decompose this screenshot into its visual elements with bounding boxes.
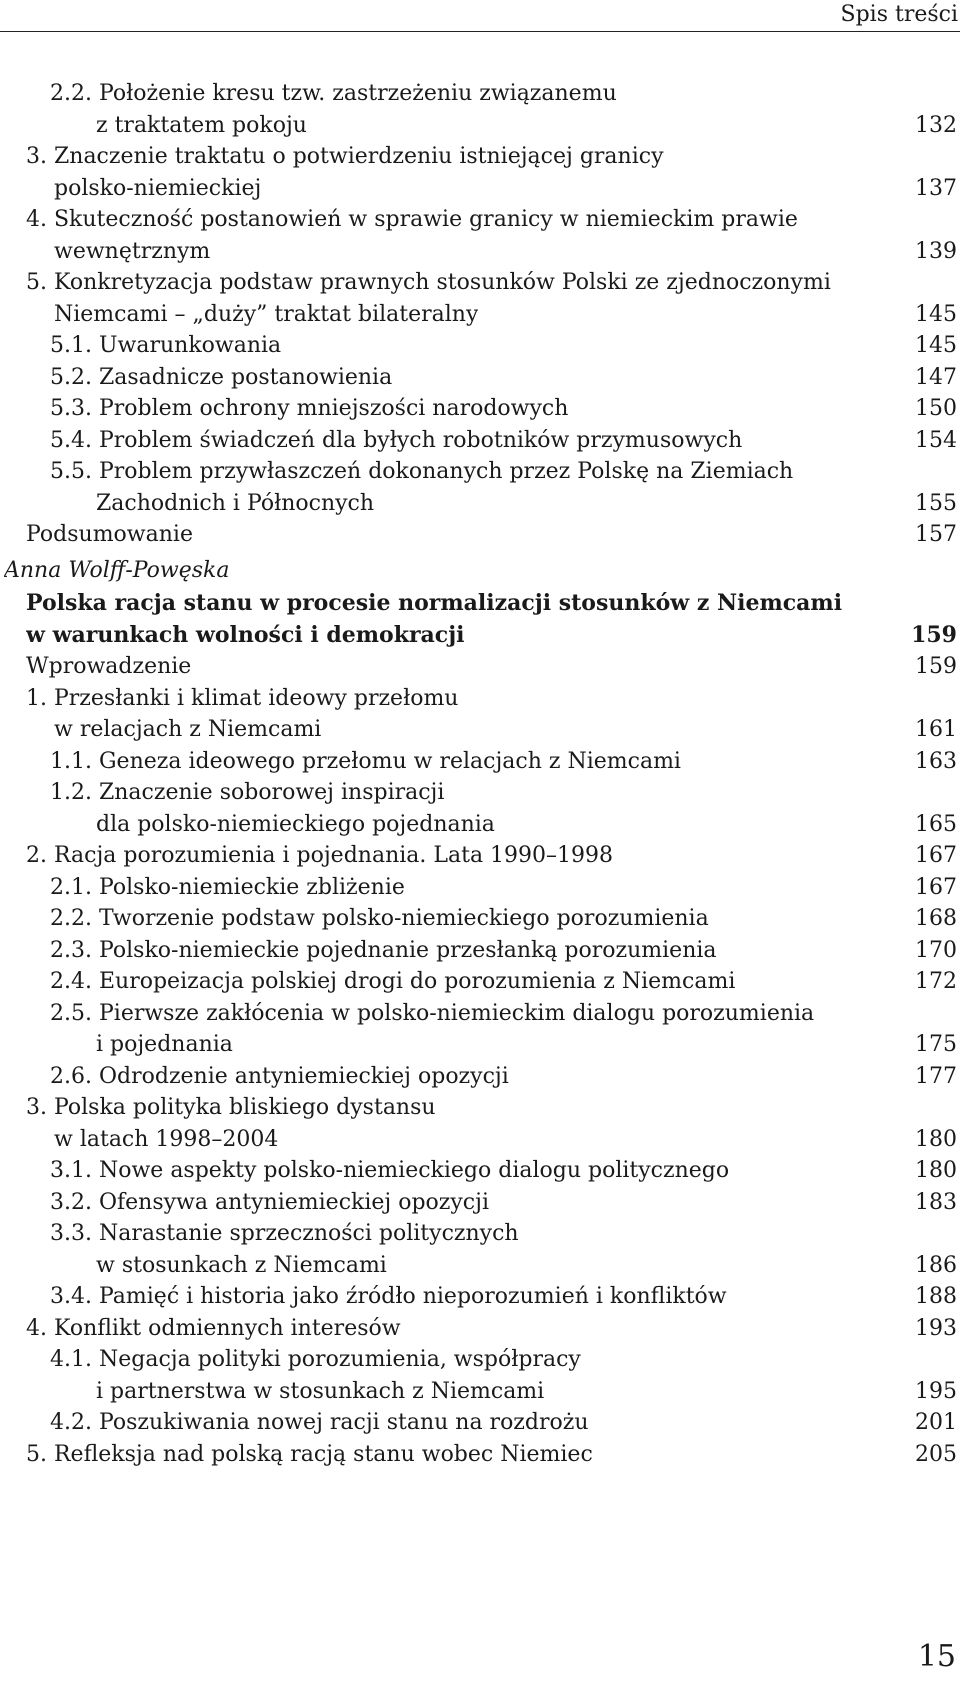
toc-page-number: 145 <box>915 301 957 327</box>
toc-entry-title: 5. Refleksja nad polską racją stanu wobec Niemiec <box>26 1441 593 1467</box>
toc-entry-title: 5.4. Problem świadczeń dla byłych robotników przymusowych <box>50 427 743 453</box>
toc-page-number: 175 <box>915 1032 957 1057</box>
toc-entry-line <box>0 1250 960 1282</box>
toc-page-number: 193 <box>915 1315 957 1341</box>
toc-entry-title: 3.1. Nowe aspekty polsko-niemieckiego dialogu politycznego <box>50 1158 730 1183</box>
toc-entry-title: i partnerstwa w stosunkach z Niemcami <box>96 1378 545 1404</box>
toc-page-number: 161 <box>915 717 957 742</box>
toc-entry-line <box>0 1407 960 1439</box>
toc-entry-line <box>0 840 960 872</box>
toc-entry-title: 3.3. Narastanie sprzeczności politycznych <box>50 1221 519 1246</box>
toc-entry-title: dla polsko-niemieckiego pojednania <box>96 811 495 837</box>
toc-entry-line <box>0 746 960 778</box>
toc-page-number: 167 <box>915 843 957 868</box>
toc-entry-title: polsko-niemieckiej <box>54 175 262 201</box>
toc-entry <box>0 1313 960 1345</box>
toc-entry-title: 2.6. Odrodzenie antyniemieckiej opozycji <box>50 1063 509 1089</box>
toc-entry <box>0 1092 960 1155</box>
toc-entry <box>0 935 960 967</box>
toc-entry <box>0 1155 960 1187</box>
toc-entry-line <box>0 809 960 841</box>
toc-entry <box>0 903 960 935</box>
toc-entry-line <box>0 1029 960 1061</box>
toc-entry <box>0 425 960 457</box>
toc-entry-line <box>0 1155 960 1187</box>
toc-entry <box>0 267 960 330</box>
toc-entry <box>0 330 960 362</box>
toc-entry-title: 2.2. Tworzenie podstaw polsko-niemieckiego porozumienia <box>50 906 709 931</box>
toc-entry-line <box>0 966 960 998</box>
toc-page-number: 139 <box>915 238 957 264</box>
toc-entry-line <box>0 903 960 935</box>
toc-entry-line <box>0 1281 960 1313</box>
toc-entry-title: i pojednania <box>96 1032 233 1057</box>
toc-entry-line <box>0 1124 960 1156</box>
toc-entry-line <box>0 141 960 173</box>
toc-entry-title: 5. Konkretyzacja podstaw prawnych stosunków Polski ze zjednoczonymi <box>26 270 831 295</box>
toc-entry-line <box>0 456 960 488</box>
toc-page-number: 172 <box>915 969 957 994</box>
toc-entry-line <box>0 683 960 715</box>
toc-entry-line <box>0 393 960 425</box>
toc-entry <box>0 1061 960 1093</box>
toc-entry-line <box>0 555 960 587</box>
toc-entry <box>0 588 960 651</box>
toc-entry-line <box>0 425 960 457</box>
toc-entry-line <box>0 620 960 652</box>
toc-entry-title: 2.1. Polsko-niemieckie zbliżenie <box>50 874 405 900</box>
toc-page-number: 195 <box>915 1378 957 1404</box>
toc-entry-title: z traktatem pokoju <box>96 112 307 138</box>
toc-entry <box>0 393 960 425</box>
toc-entry-title: 2. Racja porozumienia i pojednania. Lata 1990–1998 <box>26 843 614 868</box>
toc-entry <box>0 683 960 746</box>
toc-entry <box>0 362 960 394</box>
toc-entry-line <box>0 935 960 967</box>
toc-page-number: 183 <box>915 1189 957 1215</box>
toc-entry-title: 4. Skuteczność postanowień w sprawie granicy w niemieckim prawie <box>26 207 798 232</box>
toc-page-number: 188 <box>915 1284 957 1309</box>
toc-page-number: 167 <box>915 874 957 900</box>
toc-entry <box>0 872 960 904</box>
toc-entry <box>0 1187 960 1219</box>
toc-entry-title: wewnętrznym <box>54 238 211 264</box>
toc-entry-line <box>0 204 960 236</box>
toc-entry-title: 1.1. Geneza ideowego przełomu w relacjach z Niemcami <box>50 748 681 774</box>
toc-entry <box>0 78 960 141</box>
toc-entry-title: 3. Znaczenie traktatu o potwierdzeniu istniejącej granicy <box>26 144 664 169</box>
toc-page-number: 165 <box>915 811 957 837</box>
toc-page-number: 201 <box>915 1410 957 1435</box>
page-number: 15 <box>917 1639 956 1674</box>
toc-page-number: 180 <box>915 1126 957 1152</box>
toc-entry-title: w stosunkach z Niemcami <box>96 1252 387 1278</box>
toc-entry-line <box>0 1439 960 1471</box>
toc-entry-title: 5.1. Uwarunkowania <box>50 333 282 358</box>
toc-entry-title: 1. Przesłanki i klimat ideowy przełomu <box>26 685 459 711</box>
toc-entry-line <box>0 872 960 904</box>
toc-entry-line <box>0 110 960 142</box>
toc-page-number: 168 <box>915 906 957 931</box>
toc-entry-title: Podsumowanie <box>26 522 193 547</box>
toc-entry-title: 2.3. Polsko-niemieckie pojednanie przesłanką porozumienia <box>50 937 717 963</box>
toc-entry-line <box>0 488 960 520</box>
toc-entry-line <box>0 330 960 362</box>
toc-page-number: 180 <box>915 1158 957 1183</box>
toc-page-number: 159 <box>911 621 957 648</box>
toc-entry-line <box>0 1313 960 1345</box>
toc-entry <box>0 1439 960 1471</box>
toc-entry-title: w latach 1998–2004 <box>54 1126 279 1152</box>
toc-entry-title: w warunkach wolności i demokracji <box>26 621 465 648</box>
toc-page-number: 159 <box>915 654 957 679</box>
toc-entry <box>0 141 960 204</box>
toc-entry <box>0 998 960 1061</box>
toc-page-number: 177 <box>915 1063 957 1089</box>
toc-entry-line <box>0 267 960 299</box>
toc-page-number: 154 <box>915 427 957 453</box>
toc-entry-title: 4.1. Negacja polityki porozumienia, współpracy <box>50 1347 581 1372</box>
toc-page-number: 163 <box>915 748 957 774</box>
toc-entry-title: Zachodnich i Północnych <box>96 490 375 516</box>
toc-entry-line <box>0 78 960 110</box>
toc-entry <box>0 1344 960 1407</box>
toc-entry-line <box>0 299 960 331</box>
toc-entry-title: 3.2. Ofensywa antyniemieckiej opozycji <box>50 1189 489 1215</box>
toc-page-number: 155 <box>915 490 957 516</box>
toc-entry-line <box>0 1092 960 1124</box>
toc-entry-title: 2.2. Położenie kresu tzw. zastrzeżeniu związanemu <box>50 81 617 106</box>
toc-entry-line <box>0 1218 960 1250</box>
toc-entry-line <box>0 714 960 746</box>
toc-entry-line <box>0 236 960 268</box>
toc-entry-title: 5.2. Zasadnicze postanowienia <box>50 364 393 390</box>
toc-entry-line <box>0 519 960 551</box>
toc-entry-title: Wprowadzenie <box>26 654 192 679</box>
toc-page-number: 132 <box>915 112 957 138</box>
toc-entry-title: 4.2. Poszukiwania nowej racji stanu na rozdrożu <box>50 1410 589 1435</box>
toc-entry-line <box>0 588 960 620</box>
toc-entry <box>0 555 960 587</box>
toc-entry-line <box>0 362 960 394</box>
toc-entry-line <box>0 173 960 205</box>
toc-entry <box>0 651 960 683</box>
toc-entry-line <box>0 777 960 809</box>
toc-entry-title: 3.4. Pamięć i historia jako źródło nieporozumień i konfliktów <box>50 1284 727 1309</box>
toc-entry-line <box>0 651 960 683</box>
toc-entry-title: 2.4. Europeizacja polskiej drogi do porozumienia z Niemcami <box>50 969 736 994</box>
toc-entry-line <box>0 1344 960 1376</box>
toc-entry-title: 2.5. Pierwsze zakłócenia w polsko-niemieckim dialogu porozumienia <box>50 1000 815 1026</box>
toc-entry-line <box>0 1061 960 1093</box>
toc-entry-line <box>0 1187 960 1219</box>
toc-entry-title: 1.2. Znaczenie soborowej inspiracji <box>50 780 445 805</box>
toc-entry-title: w relacjach z Niemcami <box>54 717 322 742</box>
toc-page-number: 150 <box>915 396 957 421</box>
toc-page-number: 145 <box>915 333 957 358</box>
running-head-title: Spis treści <box>840 2 958 27</box>
toc-entry-title: Niemcami – „duży” traktat bilateralny <box>54 301 479 327</box>
toc-entry <box>0 966 960 998</box>
toc-entry-line <box>0 1376 960 1408</box>
running-head <box>0 0 960 32</box>
toc-page-number: 186 <box>915 1252 957 1278</box>
toc-entry-title: Anna Wolff-Powęska <box>4 557 230 583</box>
toc-page-number: 170 <box>915 937 957 963</box>
toc-entry <box>0 1407 960 1439</box>
toc-entry-title: 3. Polska polityka bliskiego dystansu <box>26 1095 436 1120</box>
toc-entry-line <box>0 998 960 1030</box>
toc-page-number: 205 <box>915 1441 957 1467</box>
toc-entry <box>0 840 960 872</box>
toc-entry <box>0 1218 960 1281</box>
toc-entry <box>0 204 960 267</box>
toc-entry <box>0 456 960 519</box>
toc-entry <box>0 746 960 778</box>
toc-entry-title: 4. Konflikt odmiennych interesów <box>26 1315 401 1341</box>
toc-entry-title: Polska racja stanu w procesie normalizacji stosunków z Niemcami <box>26 590 843 616</box>
toc-entry <box>0 777 960 840</box>
toc-page-number: 147 <box>915 364 957 390</box>
toc-page-number: 137 <box>915 175 957 201</box>
toc-entry-title: 5.5. Problem przywłaszczeń dokonanych przez Polskę na Ziemiach <box>50 459 794 484</box>
toc-entry <box>0 1281 960 1313</box>
toc-entry-title: 5.3. Problem ochrony mniejszości narodowych <box>50 396 569 421</box>
toc-page-number: 157 <box>915 522 957 547</box>
toc-entry <box>0 519 960 551</box>
